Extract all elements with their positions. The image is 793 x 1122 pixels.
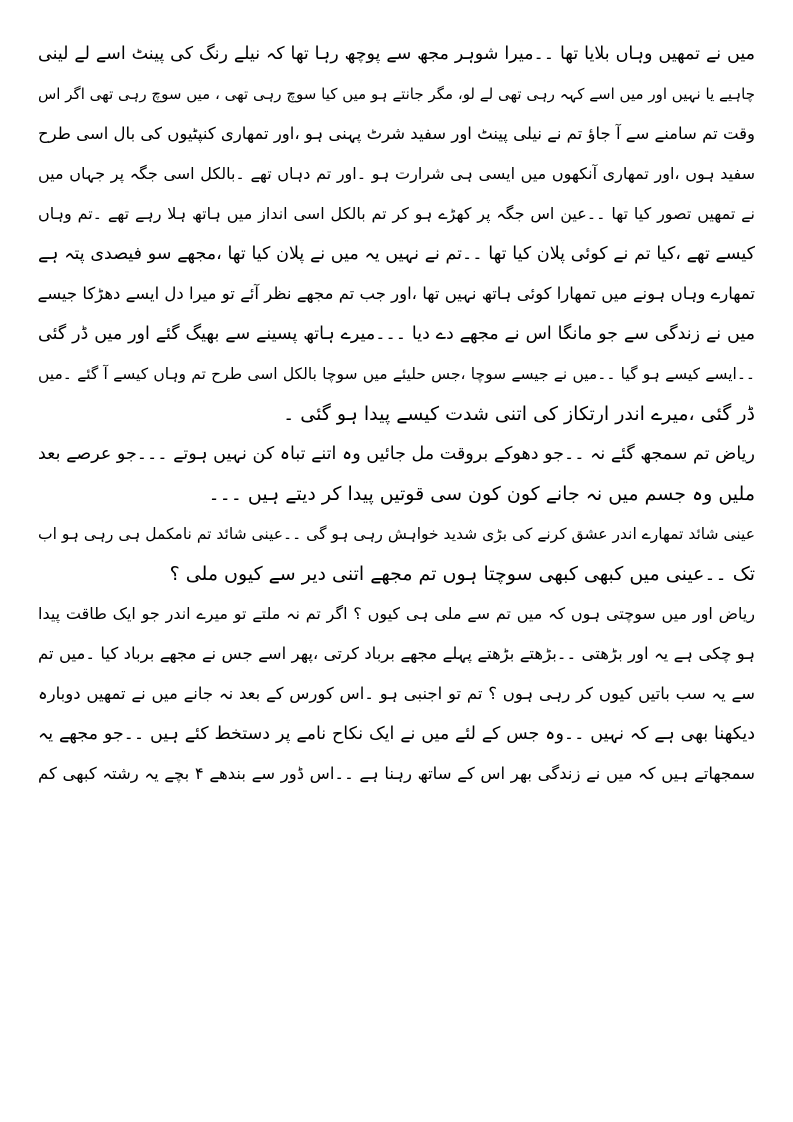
text-line: ڈر گئی ،میرے اندر ارتکاز کی اتنی شدت کیسے پیدا ہو گئی ۔ xyxy=(283,403,755,425)
text-line: میں نے تمھیں وہاں بلایا تھا ۔۔میرا شوہر مجھ سے پوچھ رہا تھا کہ نیلے رنگ کی پینٹ اسے لے لینی xyxy=(38,44,755,64)
text-line: میں نے زندگی سے جو مانگا اس نے مجھے دے دیا ۔۔۔میرے ہاتھ پسینے سے بھیگ گئے اور میں ڈر گئی xyxy=(38,324,755,344)
text-line: نے تمھیں تصور کیا تھا ۔۔عین اس جگہ پر کھڑے ہو کر تم بالکل اسی انداز میں ہاتھ ہلا رہے تھے ۔تم وہاں xyxy=(38,204,755,223)
text-line: سمجھاتے ہیں کہ میں نے زندگی بھر اس کے ساتھ رہنا ہے ۔۔اس ڈور سے بندھے ۴ بچے یہ رشتہ کبھی کم xyxy=(38,764,755,783)
text-line: ریاض تم سمجھ گئے نہ ۔۔جو دھوکے بروقت مل جائیں وہ اتنے تباہ کن نہیں ہوتے ۔۔۔جو عرصے بعد xyxy=(38,444,755,464)
document-body xyxy=(38,34,755,794)
text-line: وقت تم سامنے سے آ جاؤ تم نے نیلی پینٹ اور سفید شرٹ پہنی ہو ،اور تمھاری کنپٹیوں کی بال اسی طرح xyxy=(38,124,755,143)
text-line: تک ۔۔عینی میں کبھی کبھی سوچتا ہوں تم مجھے اتنی دیر سے کیوں ملی ؟ xyxy=(169,563,755,585)
paragraph-4 xyxy=(38,594,755,794)
paragraph-3 xyxy=(38,514,755,594)
text-line: ہو چکی ہے یہ اور بڑھتی ۔۔بڑھتے بڑھتے پہلے مجھے برباد کرتی ،پھر اسے جس نے مجھے برباد کیا ۔میں تم xyxy=(38,644,755,663)
text-line: سفید ہوں ،اور تمھاری آنکھوں میں ایسی ہی شرارت ہو ۔اور تم دہاں تھے ۔بالکل اسی جگہ پر جہاں میں xyxy=(38,164,755,183)
paragraph-2 xyxy=(38,434,755,514)
text-line: دیکھنا بھی ہے کہ نہیں ۔۔وہ جس کے لئے میں نے ایک نکاح نامے پر دستخط کئے ہیں ۔۔جو مجھے یہ xyxy=(38,724,755,744)
text-line: ۔۔ایسے کیسے ہو گیا ۔۔میں نے جیسے سوچا ،جس حلیئے میں سوچا بالکل اسی طرح تم وہاں کیسے آ گئے ۔میں xyxy=(38,365,755,383)
text-line: ملیں وہ جسم میں نہ جانے کون کون سی قوتیں پیدا کر دیتے ہیں ۔۔۔ xyxy=(208,483,755,505)
paragraph-1 xyxy=(38,34,755,434)
text-line: سے یہ سب باتیں کیوں کر رہی ہوں ؟ تم تو اجنبی ہو ۔اس کورس کے بعد نہ جانے میں نے تمھیں دوبارہ xyxy=(38,684,755,703)
text-line: تمھارے وہاں ہونے میں تمھارا کوئی ہاتھ نہیں تھا ،اور جب تم مجھے نظر آئے تو میرا دل ایسے دھڑکا جیسے xyxy=(38,284,755,303)
text-line: چاہیے یا نہیں اور میں اسے کہہ رہی تھی لے لو، مگر جانتے ہو میں کیا سوچ رہی تھی ، میں سوچ رہی تھی اگر اس xyxy=(38,85,755,103)
text-line: کیسے تھے ،کیا تم نے کوئی پلان کیا تھا ۔۔تم نے نہیں یہ میں نے پلان کیا تھا ،مجھے سو فیصدی پتہ ہے xyxy=(38,244,755,264)
text-line: عینی شائد تمھارے اندر عشق کرنے کی بڑی شدید خواہش رہی ہو گی ۔۔عینی شائد تم نامکمل ہی رہی ہو اب xyxy=(38,525,755,543)
text-line: ریاض اور میں سوچتی ہوں کہ میں تم سے ملی ہی کیوں ؟ اگر تم نہ ملتے تو میرے اندر جو ایک طاقت پیدا xyxy=(38,604,755,623)
